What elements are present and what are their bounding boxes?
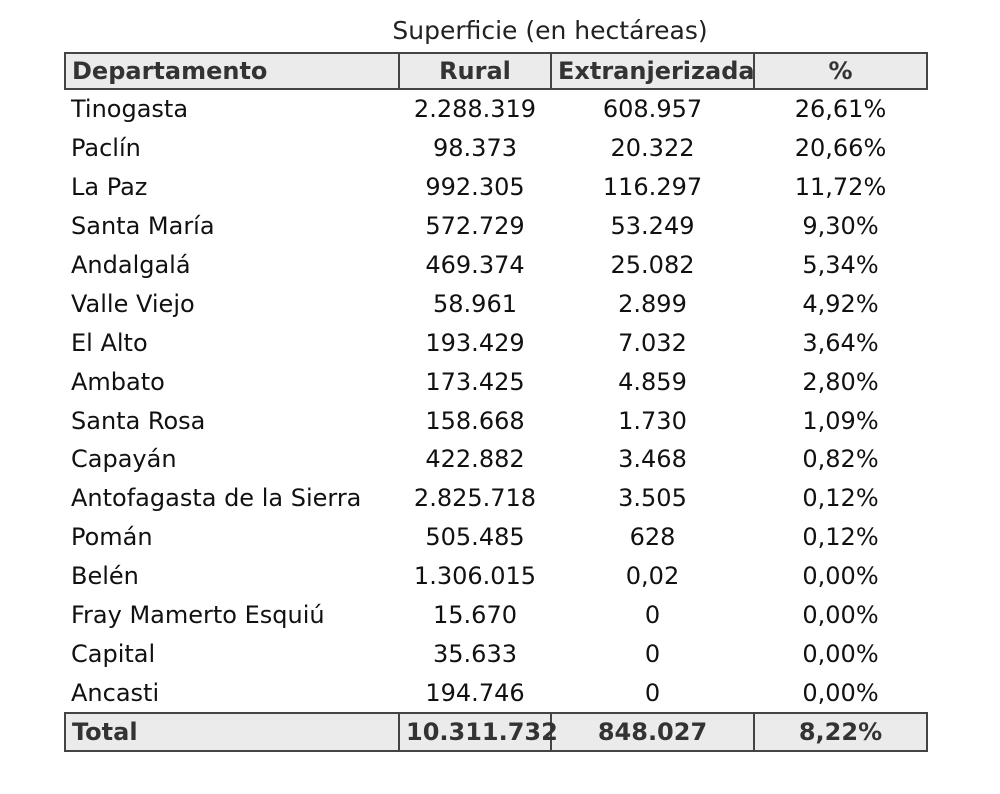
cell-rural: 2.288.319 [413,95,537,124]
table-row [65,634,927,673]
table-row [65,401,927,440]
cell-rural: 992.305 [425,173,525,202]
cell-extranjerizada: 53.249 [610,212,695,241]
table-row [65,557,927,596]
table-row [65,129,927,168]
cell-departamento: Valle Viejo [71,289,195,318]
cell-extranjerizada: 20.322 [610,134,695,163]
cell-percent: 20,66% [794,134,887,163]
cell-extranjerizada: 4.859 [618,367,687,396]
cell-percent: 5,34% [802,251,879,279]
table-row [65,596,927,635]
cell-departamento: Capital [71,639,156,668]
cell-extranjerizada: 25.082 [610,251,695,279]
total-row [65,713,927,751]
cell-extranjerizada: 0 [644,601,661,630]
cell-percent: 0,00% [802,678,879,707]
cell-percent: 0,12% [802,523,879,552]
total-rural: 10.311.732 [399,713,551,751]
cell-extranjerizada: 0 [644,678,661,707]
cell-departamento: Santa Rosa [71,406,206,435]
header-row [65,53,927,89]
cell-extranjerizada: 2.899 [618,289,687,318]
cell-extranjerizada: 3.468 [618,445,687,474]
cell-percent: 11,72% [794,173,887,202]
cell-percent: 9,30% [802,212,879,241]
cell-departamento: El Alto [71,328,148,357]
table-row [65,207,927,246]
header-extranjerizada: Extranjerizada [551,53,754,89]
cell-extranjerizada: 0,02 [625,562,680,591]
cell-extranjerizada: 3.505 [618,484,687,513]
cell-extranjerizada: 608.957 [602,95,703,124]
surface-table [64,52,928,752]
cell-rural: 572.729 [425,212,525,241]
cell-departamento: Paclín [71,134,141,163]
cell-departamento: Fray Mamerto Esquiú [71,601,325,630]
table-row [65,323,927,362]
cell-rural: 173.425 [425,367,525,396]
cell-percent: 2,80% [802,367,879,396]
cell-rural: 35.633 [433,639,517,668]
table-row [65,440,927,479]
cell-rural: 58.961 [433,289,517,318]
cell-rural: 505.485 [425,523,525,552]
cell-rural: 194.746 [425,678,525,707]
cell-rural: 1.306.015 [413,562,537,591]
table-title: Superficie (en hectáreas) [392,16,708,45]
header-departamento: Departamento [65,53,399,89]
table-row [65,518,927,557]
cell-percent: 1,09% [802,406,879,435]
cell-departamento: Tinogasta [71,95,189,124]
cell-extranjerizada: 7.032 [618,328,687,357]
cell-departamento: Andalgalá [71,251,191,279]
cell-percent: 0,00% [802,601,879,630]
cell-percent: 3,64% [802,328,879,357]
cell-percent: 4,92% [802,289,879,318]
cell-extranjerizada: 628 [629,523,676,552]
table-row [65,479,927,518]
header-percent: % [754,53,927,89]
total-extranjerizada: 848.027 [551,713,754,751]
cell-extranjerizada: 0 [644,639,661,668]
header-rural: Rural [399,53,551,89]
total-percent: 8,22% [754,713,927,751]
cell-rural: 422.882 [425,445,525,474]
cell-departamento: Antofagasta de la Sierra [71,484,362,513]
cell-departamento: La Paz [71,173,148,202]
cell-percent: 26,61% [794,95,887,124]
cell-departamento: Ambato [71,367,165,396]
cell-departamento: Santa María [71,212,215,241]
cell-extranjerizada: 116.297 [602,173,703,202]
table-row [65,168,927,207]
cell-rural: 469.374 [425,251,525,279]
table-row [65,89,927,129]
table-row [65,362,927,401]
cell-rural: 2.825.718 [413,484,537,513]
cell-departamento: Ancasti [71,678,160,707]
cell-percent: 0,12% [802,484,879,513]
table-row [65,673,927,713]
cell-rural: 158.668 [425,406,525,435]
cell-rural: 15.670 [433,601,517,630]
table-row [65,246,927,285]
cell-departamento: Belén [71,562,139,591]
total-label: Total [65,713,399,751]
cell-rural: 193.429 [425,328,525,357]
cell-departamento: Capayán [71,445,177,474]
cell-rural: 98.373 [433,134,517,163]
cell-percent: 0,00% [802,639,879,668]
cell-percent: 0,00% [802,562,879,591]
cell-extranjerizada: 1.730 [618,406,687,435]
table-row [65,284,927,323]
cell-departamento: Pomán [71,523,153,552]
cell-percent: 0,82% [802,445,879,474]
